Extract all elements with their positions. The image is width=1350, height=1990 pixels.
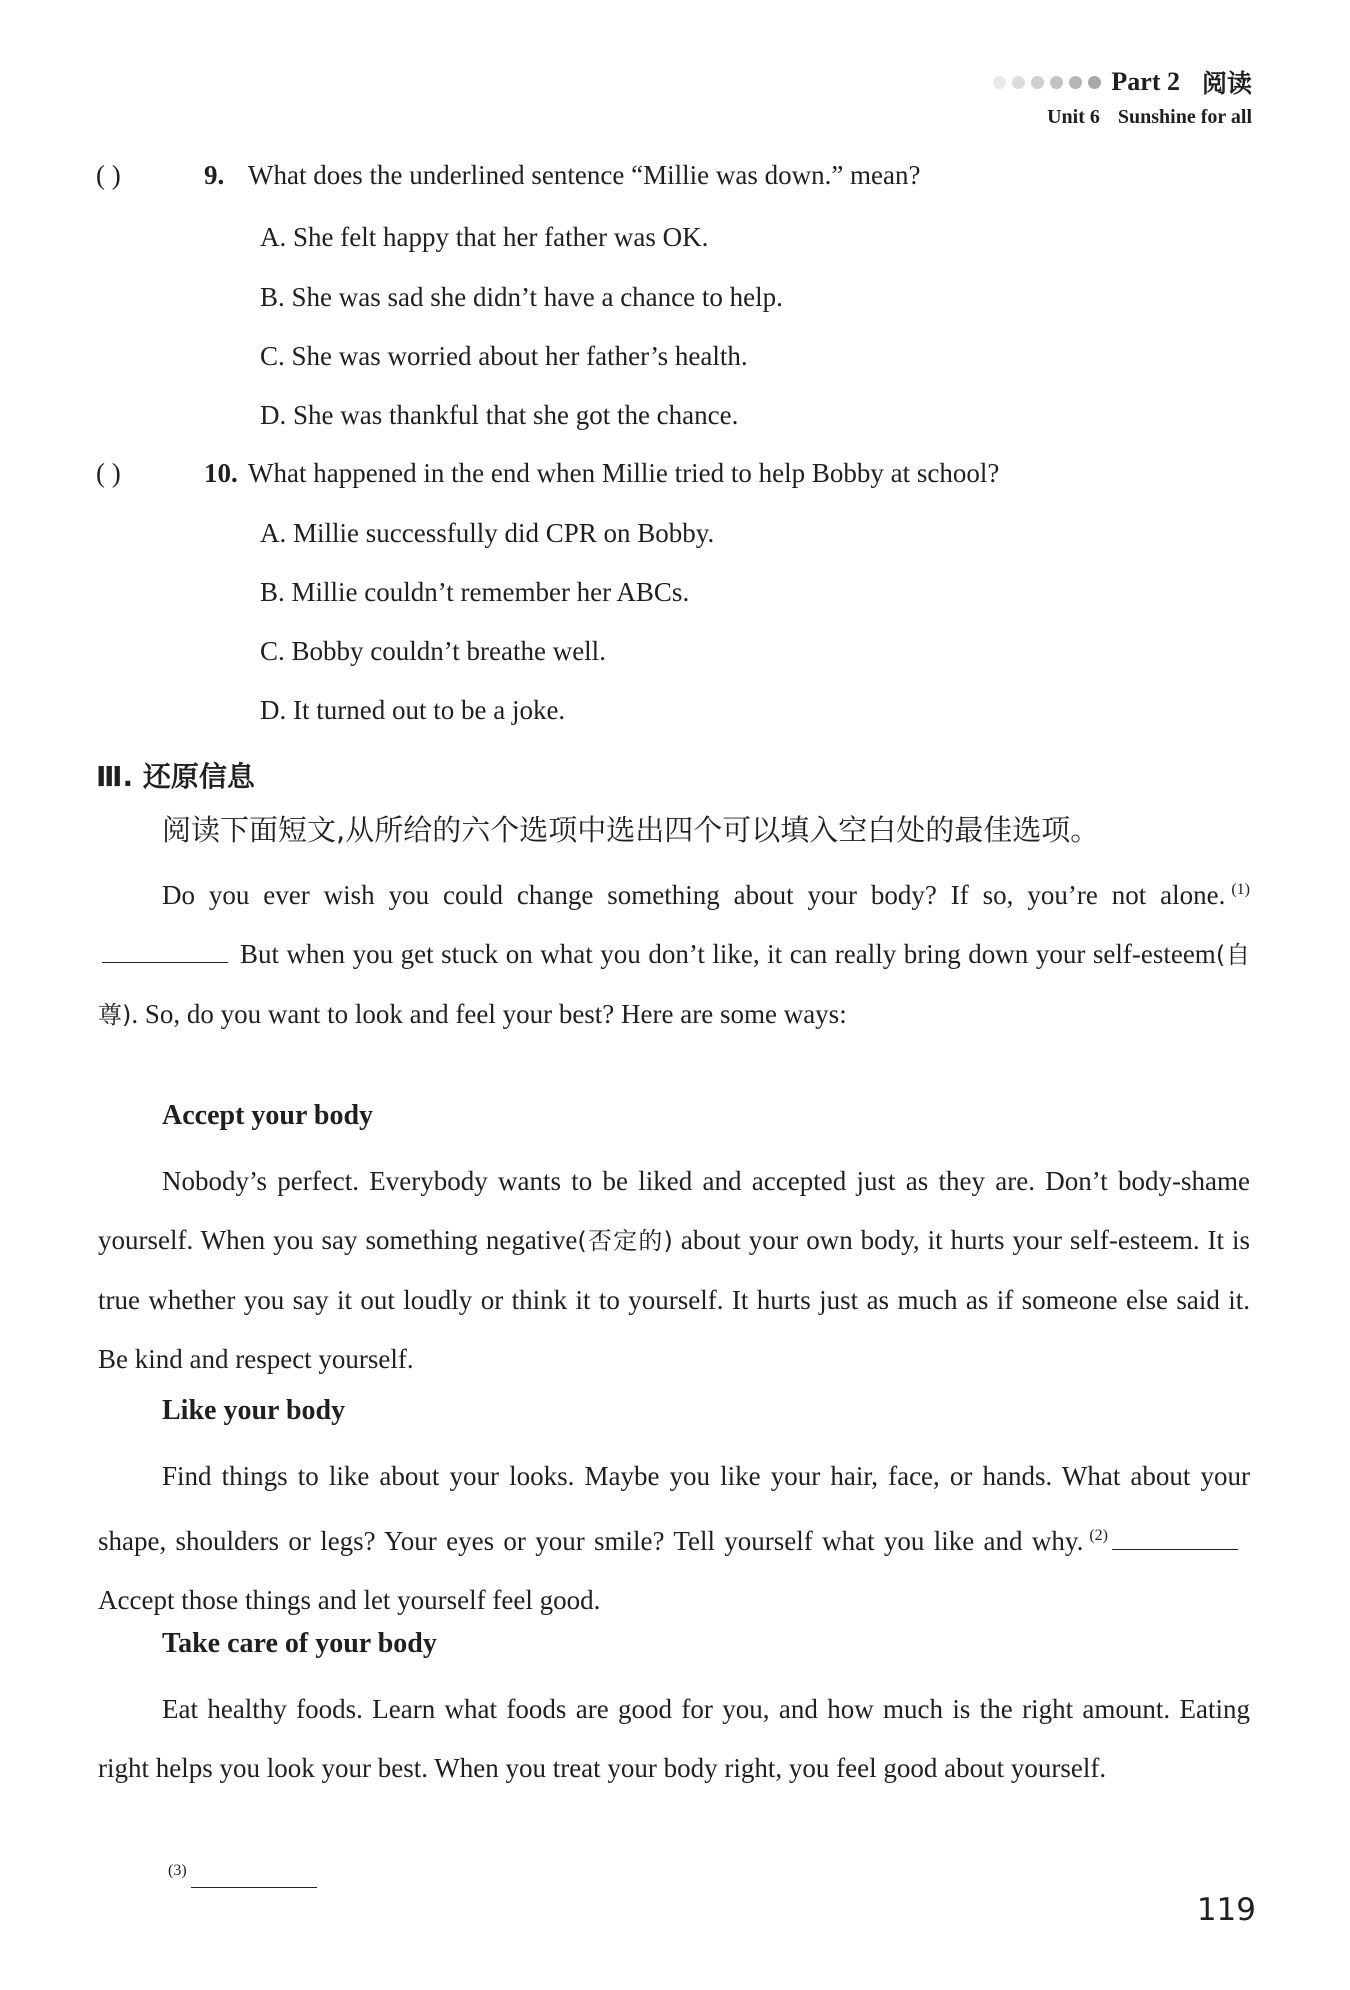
intro-text: Do you ever wish you could change something about your body? If so, you’re not alone. bbox=[162, 880, 1226, 910]
care-text: Eat healthy foods. Learn what foods are good for you, and how much is the right amount. Eating right helps you look your best. When you treat your body right, you feel good about yourself. bbox=[98, 1694, 1250, 1783]
header-unit bbox=[1047, 106, 1252, 129]
question-text: What happened in the end when Millie tried to help Bobby at school? bbox=[248, 458, 1000, 488]
chinese-gloss: (否定的) bbox=[577, 1227, 673, 1255]
blank-line bbox=[191, 1887, 317, 1888]
subheading-accept: Accept your body bbox=[162, 1100, 374, 1131]
option-c: C. Bobby couldn’t breathe well. bbox=[260, 636, 606, 666]
accept-text: Nobody’s perfect. Everybody wants to be liked and accepted just as they are. Don’t body-shame yourself. When you say something negative bbox=[98, 1166, 1250, 1255]
like-paragraph bbox=[98, 1447, 1250, 1630]
section-title: Ⅲ. 还原信息 bbox=[96, 760, 255, 793]
accept-paragraph bbox=[98, 1152, 1250, 1389]
care-paragraph bbox=[98, 1680, 1250, 1798]
like-text: Find things to like about your looks. Maybe you like your hair, face, or hands. What about your shape, shoulders or legs? Your eyes or your smile? Tell yourself what you like and why. bbox=[98, 1461, 1250, 1556]
header-section: 阅读 bbox=[1201, 69, 1252, 98]
unit-number: Unit 6 bbox=[1047, 106, 1100, 128]
option-c: C. She was worried about her father’s health. bbox=[260, 341, 748, 371]
answer-parenthesis[interactable]: ( ) bbox=[96, 458, 121, 488]
option-a: A. Millie successfully did CPR on Bobby. bbox=[260, 518, 715, 548]
blank-number: (1) bbox=[1231, 881, 1250, 898]
dot-icon bbox=[1031, 76, 1044, 89]
subheading-like: Like your body bbox=[162, 1395, 346, 1426]
accept-text: about your own body, it hurts your self-esteem. It is true whether you say it out loudly or think it to yourself. It hurts just as much as if someone else said it. Be kind and respect yourself. bbox=[98, 1225, 1250, 1374]
option-b: B. Millie couldn’t remember her ABCs. bbox=[260, 577, 690, 607]
blank-number: (2) bbox=[1089, 1527, 1108, 1544]
dot-icon bbox=[1012, 76, 1025, 89]
like-text: Accept those things and let yourself feel good. bbox=[98, 1585, 601, 1615]
dot-icon bbox=[1088, 76, 1101, 89]
unit-title: Sunshine for all bbox=[1117, 106, 1252, 128]
option-b: B. She was sad she didn’t have a chance to help. bbox=[260, 282, 783, 312]
page-number: 119 bbox=[1196, 1892, 1256, 1928]
blank-1[interactable] bbox=[102, 961, 228, 963]
question-number: 10. bbox=[204, 458, 238, 488]
header-part: Part 2 bbox=[1111, 67, 1180, 96]
blank-3[interactable] bbox=[168, 1862, 317, 1880]
question-10 bbox=[96, 458, 999, 489]
intro-text: But when you get stuck on what you don’t like, it can really bring down your self-esteem bbox=[240, 939, 1216, 969]
answer-parenthesis[interactable]: ( ) bbox=[96, 160, 121, 190]
chinese-gloss: (自尊) bbox=[98, 941, 1250, 1029]
question-text: What does the underlined sentence “Millie was down.” mean? bbox=[248, 160, 921, 190]
option-d: D. She was thankful that she got the chance. bbox=[260, 400, 739, 430]
option-a: A. She felt happy that her father was OK. bbox=[260, 222, 709, 252]
dot-icon bbox=[993, 76, 1006, 89]
decorative-dots bbox=[993, 76, 1101, 89]
question-9 bbox=[96, 160, 921, 191]
dot-icon bbox=[1050, 76, 1063, 89]
question-number: 9. bbox=[204, 160, 225, 190]
blank-number: (3) bbox=[168, 1862, 187, 1879]
option-d: D. It turned out to be a joke. bbox=[260, 695, 566, 725]
page-header bbox=[993, 64, 1252, 100]
section-instruction: 阅读下面短文,从所给的六个选项中选出四个可以填入空白处的最佳选项。 bbox=[162, 813, 1100, 847]
blank-2[interactable] bbox=[1112, 1548, 1238, 1550]
intro-text: . So, do you want to look and feel your best? Here are some ways: bbox=[131, 999, 847, 1029]
dot-icon bbox=[1069, 76, 1082, 89]
intro-paragraph bbox=[98, 860, 1250, 1045]
subheading-care: Take care of your body bbox=[162, 1628, 437, 1659]
